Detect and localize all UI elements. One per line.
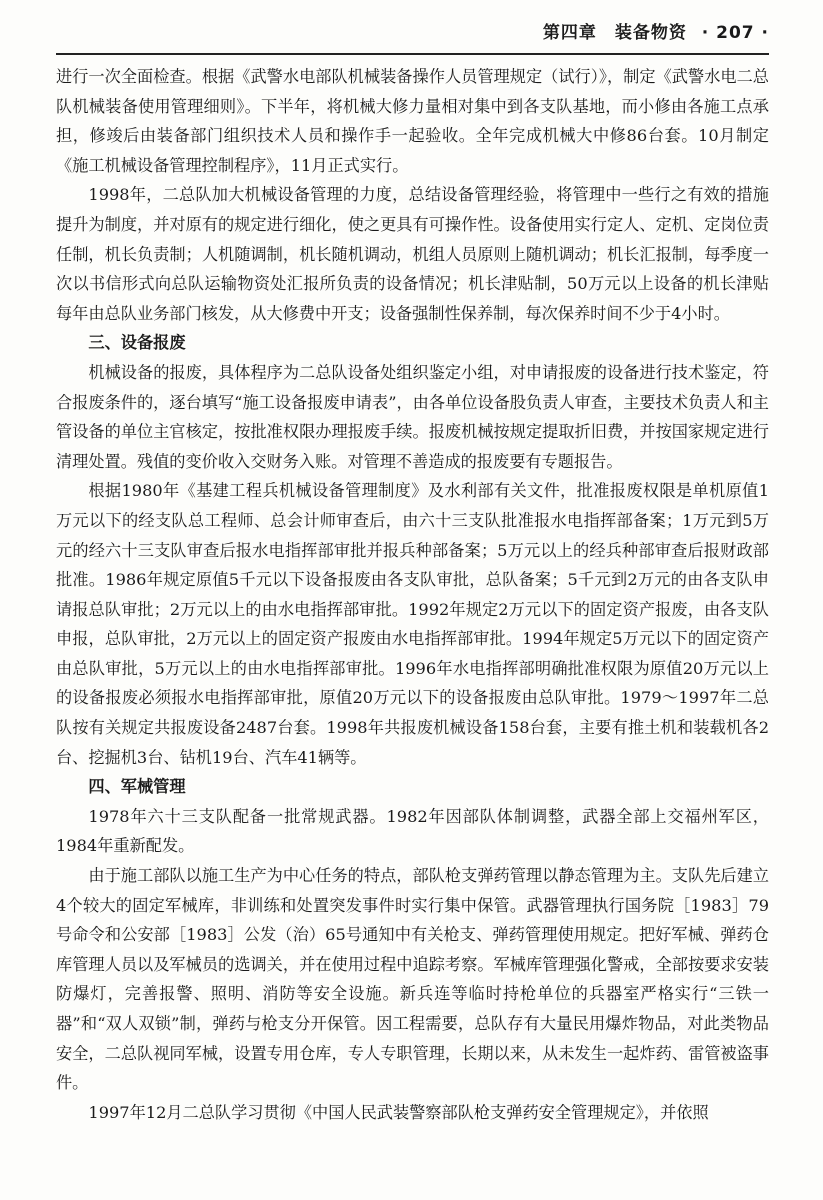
paragraph: 机械设备的报废，具体程序为二总队设备处组织鉴定小组，对申请报废的设备进行技术鉴定，符合报废条件的，逐台填写“施工设备报废申请表”，由各单位设备股负责人审查，主要技术负责人和主管设备的单位主官核定，按批准权限办理报废手续。报废机械按规定提取折旧费，并按国家规定进行清理处置。残值的变价收入交财务入账。对管理不善造成的报废要有专题报告。: [56, 362, 769, 471]
paragraph: 进行一次全面检查。根据《武警水电部队机械装备操作人员管理规定（试行）》，制定《武警水电二总队机械装备使用管理细则》。下半年，将机械大修力量相对集中到各支队基地，而小修由各施工点承担，修竣后由装备部门组织技术人员和操作手一起验收。全年完成机械大中修86台套。10月制定《施工机械设备管理控制程序》，11月正式实行。: [56, 67, 769, 175]
header-rule: [56, 53, 769, 55]
paragraph: 根据1980年《基建工程兵机械设备管理制度》及水利部有关文件，批准报废权限是单机原值1万元以下的经支队总工程师、总会计师审查后，由六十三支队批准报水电指挥部备案；1万元到5万元的经六十三支队审查后报水电指挥部审批并报兵种部备案；5万元以上的经兵种部审查后报财政部批准。1986年规定原值5千元以下设备报废由各支队审批，总队备案；5千元到2万元的由各支队申请报总队审批；2万元以上的由水电指挥部审批。1992年规定2万元以下的固定资产报废，由各支队申报，总队审批，2万元以上的固定资产报废由水电指挥部审批。1994年规定5万元以下的固定资产由总队审批，5万元以上的由水电指挥部审批。1996年水电指挥部明确批准权限为原值20万元以上的设备报废必须报水电指挥部审批，原值20万元以下的设备报废由总队审批。1979～1997年二总队按有关规定共报废设备2487台套。1998年共报废机械设备158台套，主要有推土机和装载机各2台、挖掘机3台、钻机19台、汽车41辆等。: [56, 481, 769, 767]
paragraph: 1978年六十三支队配备一批常规武器。1982年因部队体制调整，武器全部上交福州军区，1984年重新配发。: [56, 806, 769, 856]
chapter-title: 第四章 装备物资: [542, 23, 687, 43]
paragraph: 1997年12月二总队学习贯彻《中国人民武装警察部队枪支弹药安全管理规定》，并依照: [88, 1102, 709, 1122]
paragraph: 由于施工部队以施工生产为中心任务的特点，部队枪支弹药管理以静态管理为主。支队先后建立4个较大的固定军械库，非训练和处置突发事件时实行集中保管。武器管理执行国务院［1983］79号命令和公安部［1983］公发（治）65号通知中有关枪支、弹药管理使用规定。把好军械、弹药仓库管理人员以及军械员的选调关，并在使用过程中追踪考察。军械库管理强化警戒，全部按要求安装防爆灯，完善报警、照明、消防等安全设施。新兵连等临时持枪单位的兵器室严格实行“三铁一器”和“双人双锁”制，弹药与枪支分开保管。因工程需要，总队存有大量民用爆炸物品，对此类物品安全，二总队视同军械，设置专用仓库，专人专职管理，长期以来，从未发生一起炸药、雷管被盗事件。: [56, 866, 769, 1093]
body-text: [56, 62, 769, 1127]
page-number: · 207 ·: [701, 23, 769, 43]
section-heading: 四、军械管理: [88, 777, 186, 797]
paragraph: 1998年，二总队加大机械设备管理的力度，总结设备管理经验，将管理中一些行之有效的措施提升为制度，并对原有的规定进行细化，使之更具有可操作性。设备使用实行定人、定机、定岗位责任制，机长负责制；人机随调制，机长随机调动，机组人员原则上随机调动；机长汇报制，每季度一次以书信形式向总队运输物资处汇报所负责的设备情况；机长津贴制，50万元以上设备的机长津贴每年由总队业务部门核发，从大修费中开支；设备强制性保养制，每次保养时间不少于4小时。: [56, 185, 769, 323]
running-head: [535, 18, 769, 43]
section-heading: 三、设备报废: [88, 333, 186, 353]
